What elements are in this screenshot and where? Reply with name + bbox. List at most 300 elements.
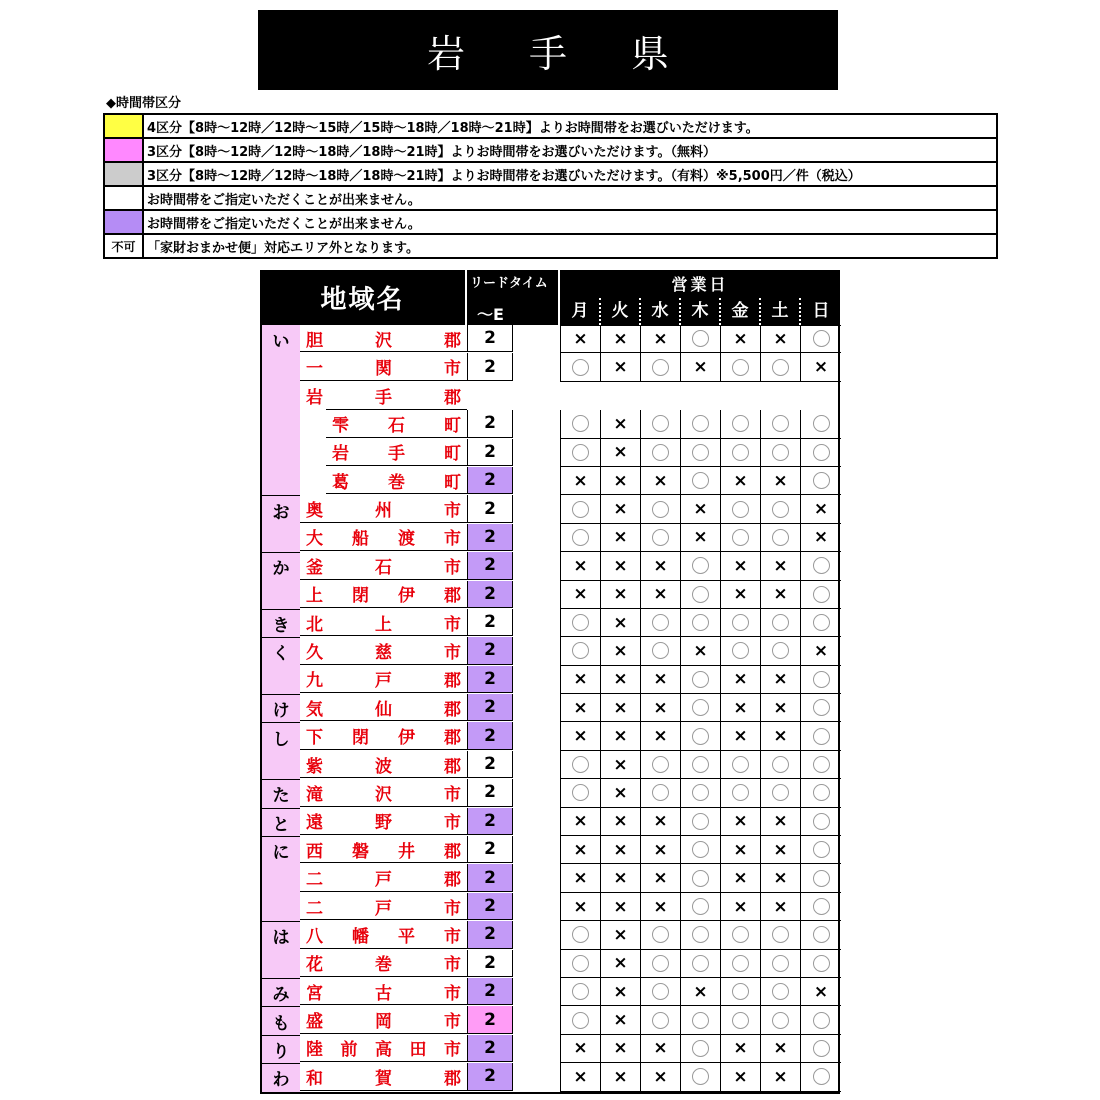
circle-icon — [572, 784, 589, 801]
circle-icon — [692, 1068, 709, 1085]
area-name-char: 市 — [444, 955, 461, 976]
business-day-closed — [601, 410, 641, 437]
weekday-headers — [560, 298, 841, 326]
cross-icon: × — [613, 896, 628, 917]
area-name-char: 釜 — [306, 557, 323, 578]
area-name-char: 関 — [375, 359, 392, 380]
kana-index: た — [262, 779, 300, 807]
circle-icon — [732, 784, 749, 801]
area-name — [300, 864, 467, 891]
business-day-closed — [761, 722, 801, 749]
cross-icon: × — [573, 1038, 588, 1059]
area-name — [300, 694, 467, 721]
circle-icon — [692, 699, 709, 716]
business-day-open — [681, 439, 721, 466]
circle-icon — [572, 415, 589, 432]
business-day-closed — [601, 325, 641, 352]
circle-icon — [692, 1012, 709, 1029]
circle-icon — [572, 444, 589, 461]
business-day-open — [801, 779, 841, 806]
cross-icon: × — [733, 811, 748, 832]
circle-icon — [732, 955, 749, 972]
circle-icon — [732, 501, 749, 518]
area-name-char: 平 — [398, 926, 415, 947]
business-day-open — [721, 751, 761, 778]
kana-index: み — [262, 978, 300, 1006]
business-day-closed — [721, 893, 761, 920]
business-day-open — [681, 609, 721, 636]
cross-icon: × — [573, 896, 588, 917]
business-day-open — [761, 439, 801, 466]
business-day-open — [561, 637, 601, 664]
area-name-char: 紫 — [306, 756, 323, 777]
circle-icon — [772, 415, 789, 432]
circle-icon — [813, 955, 830, 972]
business-day-open — [681, 666, 721, 693]
kana-index: は — [262, 921, 300, 949]
circle-icon — [813, 813, 830, 830]
business-day-closed — [561, 467, 601, 494]
business-day-closed — [561, 581, 601, 608]
business-day-closed — [761, 325, 801, 352]
circle-icon — [732, 926, 749, 943]
cross-icon: × — [613, 754, 628, 775]
business-day-closed — [801, 637, 841, 664]
area-name-char: 胆 — [306, 330, 323, 351]
business-day-closed — [601, 808, 641, 835]
legend-description: 3区分【8時～12時／12時～18時／18時～21時】よりお時間帯をお選びいただけます。（無料） — [147, 144, 717, 160]
circle-icon — [572, 756, 589, 773]
weekday-header: 木 — [681, 298, 721, 325]
business-day-open — [561, 410, 601, 437]
business-days-header — [560, 270, 840, 325]
business-day-open — [561, 1006, 601, 1033]
area-name-char: 奥 — [306, 501, 323, 522]
kana-index — [262, 353, 300, 381]
area-name-char: 町 — [444, 444, 461, 465]
circle-icon — [652, 359, 669, 376]
business-day-open — [721, 637, 761, 664]
cross-icon: × — [613, 555, 628, 576]
business-day-open — [641, 637, 681, 664]
cross-icon: × — [773, 697, 788, 718]
business-day-closed — [801, 524, 841, 551]
circle-icon — [813, 1068, 830, 1085]
lead-time-cell: 2 — [467, 978, 513, 1005]
business-day-open — [721, 1006, 761, 1033]
circle-icon — [692, 870, 709, 887]
lead-time-cell: 2 — [467, 609, 513, 636]
business-day-closed — [761, 666, 801, 693]
cross-icon: × — [613, 1038, 628, 1059]
area-name-char: 沢 — [375, 330, 392, 351]
weekday-header: 土 — [761, 298, 801, 325]
lead-time-cell: 2 — [467, 836, 513, 863]
area-name-char: 陸 — [306, 1040, 323, 1061]
table-row — [262, 836, 838, 864]
business-day-open — [721, 950, 761, 977]
business-day-open — [761, 950, 801, 977]
area-name — [300, 666, 467, 693]
kana-index — [262, 950, 300, 978]
cross-icon: × — [773, 868, 788, 889]
circle-icon — [772, 359, 789, 376]
business-day-cells — [560, 779, 841, 807]
business-day-open — [801, 751, 841, 778]
circle-icon — [572, 983, 589, 1000]
area-name — [326, 410, 467, 437]
business-day-open — [641, 751, 681, 778]
circle-icon — [652, 415, 669, 432]
circle-icon — [692, 813, 709, 830]
business-day-closed — [721, 552, 761, 579]
lead-time-cell: 2 — [467, 722, 513, 749]
area-name-char: 花 — [306, 955, 323, 976]
lead-time-cell: 2 — [467, 552, 513, 579]
kana-index: に — [262, 836, 300, 864]
circle-icon — [732, 529, 749, 546]
business-day-closed — [601, 1006, 641, 1033]
area-name-char: 下 — [306, 728, 323, 749]
business-day-open — [801, 808, 841, 835]
kana-index — [262, 751, 300, 779]
lead-time-cell: 2 — [467, 325, 513, 352]
circle-icon — [572, 955, 589, 972]
business-day-closed — [721, 581, 761, 608]
business-day-closed — [641, 722, 681, 749]
area-name — [300, 808, 467, 835]
business-day-closed — [681, 637, 721, 664]
business-day-closed — [601, 581, 641, 608]
area-name-char: 手 — [388, 444, 405, 465]
kana-index — [262, 893, 300, 921]
circle-icon — [813, 1012, 830, 1029]
business-day-closed — [601, 694, 641, 721]
legend-description: お時間帯をご指定いただくことが出来ません。 — [147, 216, 421, 232]
area-name-char: 市 — [444, 1012, 461, 1033]
area-name — [300, 637, 467, 664]
area-name-char: 八 — [306, 926, 323, 947]
business-days-title: 営業日 — [671, 275, 729, 294]
business-day-cells — [560, 439, 841, 467]
business-day-closed — [561, 864, 601, 891]
circle-icon — [772, 642, 789, 659]
area-name-char: 和 — [306, 1068, 323, 1089]
legend-row — [105, 115, 996, 139]
area-name — [300, 1006, 467, 1033]
area-name — [300, 609, 467, 636]
circle-icon — [572, 614, 589, 631]
circle-icon — [772, 1012, 789, 1029]
lead-time-cell: 2 — [467, 581, 513, 608]
business-day-closed — [601, 921, 641, 948]
business-day-open — [801, 666, 841, 693]
area-name-char: 巻 — [375, 955, 392, 976]
area-name — [300, 524, 467, 551]
area-name — [300, 722, 467, 749]
business-day-closed — [641, 893, 681, 920]
table-body — [260, 325, 840, 1094]
area-name-char: 町 — [444, 472, 461, 493]
business-day-closed — [561, 1035, 601, 1062]
circle-icon — [572, 642, 589, 659]
lead-time-cell: 2 — [467, 666, 513, 693]
business-day-open — [641, 921, 681, 948]
circle-icon — [813, 841, 830, 858]
business-day-open — [681, 921, 721, 948]
business-day-closed — [721, 808, 761, 835]
page-title — [258, 10, 838, 90]
table-row — [262, 581, 838, 609]
cross-icon: × — [573, 470, 588, 491]
cross-icon: × — [613, 726, 628, 747]
table-row — [262, 552, 838, 580]
business-day-open — [721, 978, 761, 1005]
business-day-open — [761, 495, 801, 522]
cross-icon: × — [613, 924, 628, 945]
cross-icon: × — [613, 868, 628, 889]
circle-icon — [813, 330, 830, 347]
area-name-char: 久 — [306, 642, 323, 663]
business-day-closed — [681, 353, 721, 380]
circle-icon — [732, 359, 749, 376]
circle-icon — [692, 955, 709, 972]
legend-row — [105, 211, 996, 235]
circle-icon — [652, 784, 669, 801]
business-day-open — [761, 779, 801, 806]
table-row — [262, 495, 838, 523]
lead-time-cell: 2 — [467, 1006, 513, 1033]
area-name-char: 閉 — [352, 728, 369, 749]
area-name-char: 伊 — [398, 586, 415, 607]
cross-icon: × — [733, 697, 748, 718]
circle-icon — [572, 529, 589, 546]
circle-icon — [692, 586, 709, 603]
table-row — [262, 893, 838, 921]
business-day-open — [681, 893, 721, 920]
lead-time-cell: 2 — [467, 439, 513, 466]
business-day-closed — [561, 552, 601, 579]
area-name-char: 岩 — [306, 387, 323, 408]
cross-icon: × — [573, 584, 588, 605]
business-day-closed — [681, 495, 721, 522]
legend-color-swatch — [105, 187, 144, 209]
cross-icon: × — [773, 1038, 788, 1059]
circle-icon — [692, 756, 709, 773]
business-day-closed — [601, 893, 641, 920]
cross-icon: × — [653, 555, 668, 576]
cross-icon: × — [613, 669, 628, 690]
business-day-closed — [641, 552, 681, 579]
cross-icon: × — [733, 470, 748, 491]
area-name-char: 市 — [444, 614, 461, 635]
business-day-open — [761, 353, 801, 380]
kana-index — [262, 382, 300, 410]
business-day-closed — [601, 609, 641, 636]
kana-index: り — [262, 1035, 300, 1063]
business-day-open — [721, 524, 761, 551]
area-name — [300, 751, 467, 778]
weekday-header: 水 — [641, 298, 681, 325]
business-day-open — [721, 609, 761, 636]
business-day-cells — [560, 950, 841, 978]
time-slot-legend — [103, 113, 998, 259]
cross-icon: × — [613, 839, 628, 860]
cross-icon: × — [573, 555, 588, 576]
kana-index: お — [262, 495, 300, 523]
area-name-char: 郡 — [444, 841, 461, 862]
business-day-closed — [681, 524, 721, 551]
circle-icon — [732, 1012, 749, 1029]
circle-icon — [652, 642, 669, 659]
table-header — [260, 270, 840, 325]
business-day-open — [641, 609, 681, 636]
legend-color-swatch — [105, 139, 144, 161]
cross-icon: × — [693, 981, 708, 1002]
area-name-char: 幡 — [352, 926, 369, 947]
cross-icon: × — [693, 640, 708, 661]
business-day-closed — [561, 836, 601, 863]
weekday-header: 日 — [812, 301, 830, 321]
business-day-closed — [641, 581, 681, 608]
cross-icon: × — [613, 527, 628, 548]
kana-index — [262, 666, 300, 694]
circle-icon — [772, 955, 789, 972]
cross-icon: × — [733, 669, 748, 690]
business-day-closed — [721, 325, 761, 352]
business-day-open — [681, 552, 721, 579]
area-name-char: 上 — [306, 586, 323, 607]
cross-icon: × — [693, 527, 708, 548]
business-day-open — [681, 581, 721, 608]
business-day-cells — [560, 694, 841, 722]
business-day-cells — [560, 410, 841, 438]
business-day-open — [641, 495, 681, 522]
business-day-cells — [560, 353, 841, 381]
business-day-open — [641, 524, 681, 551]
area-name-char: 大 — [306, 529, 323, 550]
cross-icon: × — [613, 470, 628, 491]
business-day-open — [561, 978, 601, 1005]
circle-icon — [572, 926, 589, 943]
business-day-open — [721, 439, 761, 466]
kana-index: も — [262, 1006, 300, 1034]
area-name-char: 郡 — [444, 1068, 461, 1089]
cross-icon: × — [613, 697, 628, 718]
legend-color-swatch: 不可 — [105, 235, 144, 257]
business-day-open — [681, 694, 721, 721]
circle-icon — [652, 983, 669, 1000]
business-day-cells — [560, 666, 841, 694]
circle-icon — [813, 870, 830, 887]
cross-icon: × — [613, 499, 628, 520]
cross-icon: × — [573, 669, 588, 690]
table-row — [262, 1006, 838, 1034]
business-day-open — [681, 950, 721, 977]
business-day-cells — [560, 637, 841, 665]
business-day-open — [721, 921, 761, 948]
area-name-char: 伊 — [398, 728, 415, 749]
area-name-char: 盛 — [306, 1012, 323, 1033]
business-day-cells — [560, 751, 841, 779]
business-day-cells — [560, 893, 841, 921]
business-day-open — [761, 1006, 801, 1033]
business-day-open — [801, 552, 841, 579]
legend-row — [105, 139, 996, 163]
area-name-char: 手 — [375, 387, 392, 408]
cross-icon: × — [813, 527, 829, 548]
cross-icon: × — [573, 328, 588, 349]
business-day-closed — [601, 524, 641, 551]
table-row — [262, 779, 838, 807]
business-day-closed — [761, 864, 801, 891]
area-name — [300, 382, 467, 409]
area-name — [300, 779, 467, 806]
business-day-open — [561, 921, 601, 948]
business-day-closed — [601, 637, 641, 664]
business-day-open — [561, 751, 601, 778]
cross-icon: × — [653, 1038, 668, 1059]
cross-icon: × — [613, 357, 628, 378]
business-day-cells — [560, 722, 841, 750]
area-name-char: 北 — [306, 614, 323, 635]
cross-icon: × — [613, 442, 628, 463]
area-name-char: 市 — [444, 784, 461, 805]
area-name-char: 市 — [444, 983, 461, 1004]
business-day-open — [761, 410, 801, 437]
area-name-char: 戸 — [375, 870, 392, 891]
area-name-char: 郡 — [444, 330, 461, 351]
business-day-closed — [641, 836, 681, 863]
area-name-char: 二 — [306, 898, 323, 919]
circle-icon — [732, 614, 749, 631]
area-name-char: 市 — [444, 529, 461, 550]
area-name-char: 上 — [375, 614, 392, 635]
circle-icon — [772, 983, 789, 1000]
kana-index: し — [262, 722, 300, 750]
area-name-char: 一 — [306, 359, 323, 380]
legend-description: 3区分【8時～12時／12時～18時／18時～21時】よりお時間帯をお選びいただけます。（有料）※5,500円／件（税込） — [147, 168, 861, 184]
cross-icon: × — [773, 584, 788, 605]
cross-icon: × — [773, 555, 788, 576]
business-day-closed — [561, 808, 601, 835]
business-day-open — [801, 1035, 841, 1062]
lead-time-cell: 2 — [467, 893, 513, 920]
lead-time-cell: 2 — [467, 694, 513, 721]
cross-icon: × — [733, 328, 748, 349]
business-day-closed — [681, 978, 721, 1005]
legend-color-swatch — [105, 211, 144, 233]
business-day-cells — [560, 1035, 841, 1063]
area-name — [300, 950, 467, 977]
business-day-cells — [560, 1063, 841, 1091]
table-row — [262, 722, 838, 750]
business-day-open — [801, 581, 841, 608]
legend-color-swatch — [105, 115, 144, 137]
circle-icon — [692, 614, 709, 631]
circle-icon — [652, 1012, 669, 1029]
area-name-char: 閉 — [352, 586, 369, 607]
circle-icon — [813, 699, 830, 716]
business-day-closed — [561, 893, 601, 920]
business-day-open — [681, 1006, 721, 1033]
circle-icon — [572, 1012, 589, 1029]
circle-icon — [692, 784, 709, 801]
area-name-char: 磐 — [352, 841, 369, 862]
business-day-closed — [721, 467, 761, 494]
table-row — [262, 325, 838, 353]
business-day-closed — [641, 1035, 681, 1062]
